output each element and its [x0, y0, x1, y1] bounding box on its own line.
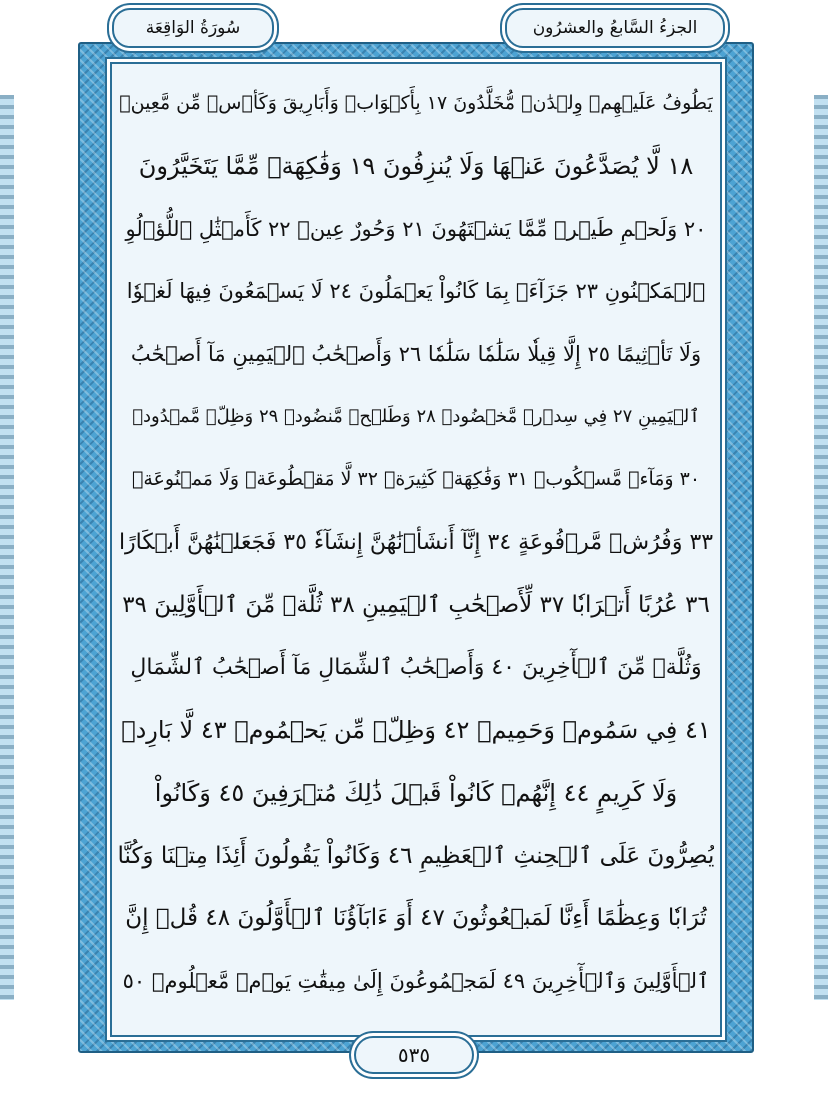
page-number [354, 1036, 474, 1074]
text-line: ٣٦ عُرُبًا أَتۡرَابٗا ٣٧ لِّأَصۡحَٰبِ ٱلۡيَمِينِ ٣٨ ثُلَّةٞ مِّنَ ٱلۡأَوَّلِينَ ٣٩ [122, 591, 710, 618]
text-line: ٱلۡأَوَّلِينَ وَٱلۡأٓخِرِينَ ٤٩ لَمَجۡمُوعُونَ إِلَىٰ مِيقَٰتِ يَوۡمٖ مَّعۡلُومٖ ٥٠ [122, 968, 710, 993]
text-line: ٤١ فِي سَمُومٖ وَحَمِيمٖ ٤٢ وَظِلّٖ مِّن يَحۡمُومٖ ٤٣ لَّا بَارِدٖ [121, 716, 711, 745]
text-line: وَلَا كَرِيمٍ ٤٤ إِنَّهُمۡ كَانُواْ قَبۡلَ ذَٰلِكَ مُتۡرَفِينَ ٤٥ وَكَانُواْ [154, 778, 678, 807]
text-line: ٢٠ وَلَحۡمِ طَيۡرٖ مِّمَّا يَشۡتَهُونَ ٢١ وَحُورٌ عِينٞ ٢٢ كَأَمۡثَٰلِ ٱللُّؤۡلُوِ [125, 216, 707, 241]
surah-header [112, 8, 274, 48]
text-line: ٱلۡمَكۡنُونِ ٢٣ جَزَآءَۢ بِمَا كَانُواْ يَعۡمَلُونَ ٢٤ لَا يَسۡمَعُونَ فِيهَا لَغۡوٗا [126, 279, 706, 304]
text-line: وَثُلَّةٞ مِّنَ ٱلۡأٓخِرِينَ ٤٠ وَأَصۡحَٰبُ ٱلشِّمَالِ مَآ أَصۡحَٰبُ ٱلشِّمَالِ [130, 655, 702, 681]
text-line: يَطُوفُ عَلَيۡهِمۡ وِلۡدَٰنٞ مُّخَلَّدُونَ ١٧ بِأَكۡوَابٖ وَأَبَارِيقَ وَكَأۡسٖ مِّن مَّعِينٖ [119, 92, 713, 115]
text-line: وَلَا تَأۡثِيمًا ٢٥ إِلَّا قِيلٗا سَلَٰمٗا سَلَٰمٗا ٢٦ وَأَصۡحَٰبُ ٱلۡيَمِينِ مَآ أَصۡحَٰبُ [130, 342, 702, 367]
page-number-label: ٥٣٥ [397, 1043, 431, 1067]
text-line: ٱلۡيَمِينِ ٢٧ فِي سِدۡرٖ مَّخۡضُودٖ ٢٨ وَطَلۡحٖ مَّنضُودٖ ٢٩ وَظِلّٖ مَّمۡدُودٖ [132, 406, 700, 428]
left-margin-ornament [0, 95, 14, 1000]
text-line: ٣٠ وَمَآءٖ مَّسۡكُوبٖ ٣١ وَفَٰكِهَةٖ كَثِيرَةٖ ٣٢ لَّا مَقۡطُوعَةٖ وَلَا مَمۡنُوعَةٖ [131, 468, 701, 491]
surah-title: سُورَةُ الوَاقِعَة [145, 18, 241, 38]
text-line: يُصِرُّونَ عَلَى ٱلۡحِنثِ ٱلۡعَظِيمِ ٤٦ وَكَانُواْ يَقُولُونَ أَئِذَا مِتۡنَا وَكُنَّا [118, 842, 714, 869]
quran-text [118, 72, 714, 1012]
text-line: ٣٣ وَفُرُشٖ مَّرۡفُوعَةٍ ٣٤ إِنَّآ أَنشَأۡنَٰهُنَّ إِنشَآءٗ ٣٥ فَجَعَلۡنَٰهُنَّ أَبۡكَارًا [118, 529, 714, 555]
right-margin-ornament [814, 95, 828, 1000]
juz-title: الجزءُ السَّابعُ والعشرُون [532, 18, 698, 38]
text-line: ١٨ لَّا يُصَدَّعُونَ عَنۡهَا وَلَا يُنزِفُونَ ١٩ وَفَٰكِهَةٖ مِّمَّا يَتَخَيَّرُونَ [138, 152, 694, 181]
juz-header [505, 8, 725, 48]
text-line: تُرَابٗا وَعِظَٰمًا أَءِنَّا لَمَبۡعُوثُونَ ٤٧ أَوَ ءَابَآؤُنَا ٱلۡأَوَّلُونَ ٤٨ قُلۡ إِنَّ [125, 905, 707, 932]
